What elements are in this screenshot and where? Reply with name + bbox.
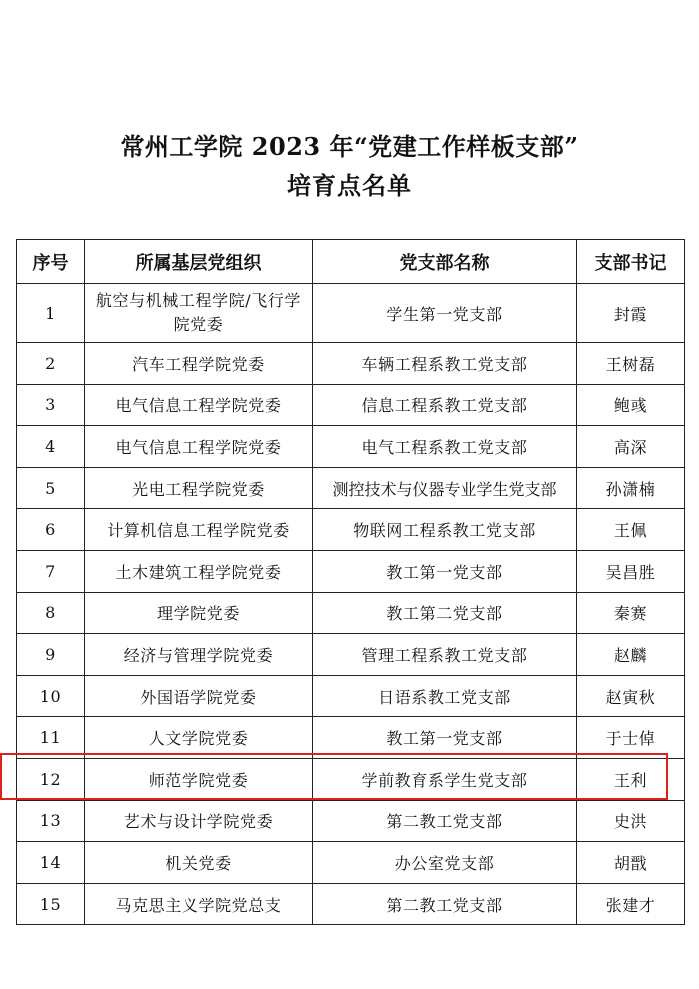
row-org: 理学院党委 xyxy=(85,592,313,634)
row-branch: 学生第一党支部 xyxy=(313,284,577,343)
row-secretary: 高深 xyxy=(577,426,685,468)
table-row xyxy=(17,883,685,925)
table-row xyxy=(17,343,685,385)
row-index: 11 xyxy=(17,717,85,759)
row-branch: 物联网工程系教工党支部 xyxy=(313,509,577,551)
row-index: 6 xyxy=(17,509,85,551)
row-secretary: 胡戬 xyxy=(577,842,685,884)
row-branch: 教工第一党支部 xyxy=(313,717,577,759)
table-row xyxy=(17,284,685,343)
row-branch: 日语系教工党支部 xyxy=(313,675,577,717)
row-org: 计算机信息工程学院党委 xyxy=(85,509,313,551)
table-row xyxy=(17,550,685,592)
row-index: 10 xyxy=(17,675,85,717)
row-branch: 第二教工党支部 xyxy=(313,883,577,925)
table-row xyxy=(17,800,685,842)
row-org: 汽车工程学院党委 xyxy=(85,343,313,385)
row-org: 艺术与设计学院党委 xyxy=(85,800,313,842)
row-secretary: 秦赛 xyxy=(577,592,685,634)
row-secretary: 王树磊 xyxy=(577,343,685,385)
row-branch: 办公室党支部 xyxy=(313,842,577,884)
document-title: 常州工学院 2023 年“党建工作样板支部” xyxy=(120,132,579,161)
row-secretary: 张建才 xyxy=(577,883,685,925)
row-branch: 信息工程系教工党支部 xyxy=(313,384,577,426)
table-row xyxy=(17,384,685,426)
row-branch: 测控技术与仪器专业学生党支部 xyxy=(313,467,577,509)
row-index: 13 xyxy=(17,800,85,842)
row-index: 2 xyxy=(17,343,85,385)
header-branch: 党支部名称 xyxy=(313,240,577,284)
row-org: 经济与管理学院党委 xyxy=(85,634,313,676)
row-index: 4 xyxy=(17,426,85,468)
row-index: 5 xyxy=(17,467,85,509)
table-row xyxy=(17,842,685,884)
table-row xyxy=(17,592,685,634)
row-org: 航空与机械工程学院/飞行学院党委 xyxy=(85,284,313,343)
row-branch: 管理工程系教工党支部 xyxy=(313,634,577,676)
table-row xyxy=(17,467,685,509)
row-secretary: 孙潇楠 xyxy=(577,467,685,509)
row-org: 电气信息工程学院党委 xyxy=(85,426,313,468)
document-subtitle: 培育点名单 xyxy=(287,171,412,200)
table-row xyxy=(17,426,685,468)
table-row xyxy=(17,634,685,676)
row-branch: 学前教育系学生党支部 xyxy=(313,758,577,800)
row-org: 人文学院党委 xyxy=(85,717,313,759)
row-index: 3 xyxy=(17,384,85,426)
row-secretary: 于士倬 xyxy=(577,717,685,759)
header-index: 序号 xyxy=(17,240,85,284)
row-org: 土木建筑工程学院党委 xyxy=(85,550,313,592)
table-row xyxy=(17,509,685,551)
table-header-row xyxy=(17,240,685,284)
header-org: 所属基层党组织 xyxy=(85,240,313,284)
row-org: 马克思主义学院党总支 xyxy=(85,883,313,925)
row-index: 7 xyxy=(17,550,85,592)
row-index: 15 xyxy=(17,883,85,925)
row-index: 9 xyxy=(17,634,85,676)
row-secretary: 赵麟 xyxy=(577,634,685,676)
row-branch: 车辆工程系教工党支部 xyxy=(313,343,577,385)
row-secretary: 王佩 xyxy=(577,509,685,551)
row-org: 机关党委 xyxy=(85,842,313,884)
row-secretary: 封霞 xyxy=(577,284,685,343)
row-branch: 教工第一党支部 xyxy=(313,550,577,592)
table-row xyxy=(17,717,685,759)
row-branch: 教工第二党支部 xyxy=(313,592,577,634)
table-row xyxy=(17,758,685,800)
roster-table xyxy=(16,239,685,925)
row-branch: 电气工程系教工党支部 xyxy=(313,426,577,468)
header-secretary: 支部书记 xyxy=(577,240,685,284)
row-branch: 第二教工党支部 xyxy=(313,800,577,842)
row-index: 8 xyxy=(17,592,85,634)
row-index: 1 xyxy=(17,284,85,343)
row-org: 电气信息工程学院党委 xyxy=(85,384,313,426)
row-index: 14 xyxy=(17,842,85,884)
row-org: 光电工程学院党委 xyxy=(85,467,313,509)
row-index: 12 xyxy=(17,758,85,800)
row-org: 师范学院党委 xyxy=(85,758,313,800)
row-secretary: 史洪 xyxy=(577,800,685,842)
row-secretary: 赵寅秋 xyxy=(577,675,685,717)
table-row xyxy=(17,675,685,717)
row-secretary: 吴昌胜 xyxy=(577,550,685,592)
row-secretary: 鲍彧 xyxy=(577,384,685,426)
row-secretary: 王利 xyxy=(577,758,685,800)
row-org: 外国语学院党委 xyxy=(85,675,313,717)
